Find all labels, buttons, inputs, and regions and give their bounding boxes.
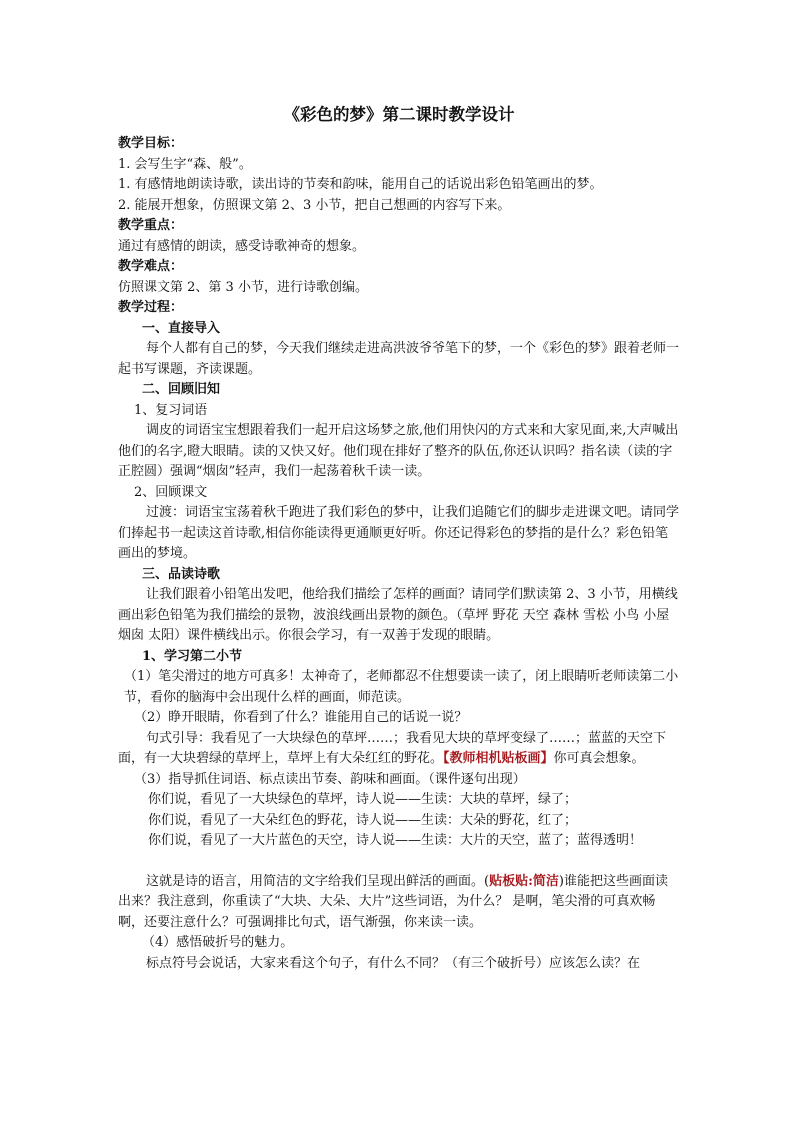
reading-line: 你们说，看见了一大朵红色的野花，诗人说——生读：大朵的野花，红了； [148, 812, 578, 828]
section-paragraph: 让我们跟着小铅笔出发吧，他给我们描绘了怎样的画面？请同学们默读第 2、3 小节，用横线画出彩色铅笔为我们描绘的景物，波浪线画出景物的颜色。（草坪 野花 天空 森林 雪松 小鸟 小屋 烟囱 太阳）课件横线出示。你很会学习，有一双善于发现的眼睛。 [118, 587, 678, 643]
goals-heading: 教学目标： [118, 136, 184, 151]
goal-item: 1. 会写生字“森、般”。 [118, 156, 252, 172]
step-text: 这就是诗的语言，用简洁的文字给我们呈现出鲜活的画面。( [146, 873, 490, 889]
step-paragraph: 标点符号会说话，大家来看这个句子，有什么不同？（有三个破折号）应该怎么读？在 [146, 955, 641, 971]
section-heading: 二、回顾旧知 [142, 382, 221, 397]
step-paragraph [118, 729, 680, 770]
document-page [118, 104, 680, 974]
reading-line: 你们说，看见了一大片蓝色的天空，诗人说——生读：大片的天空，蓝了；蓝得透明！ [148, 833, 643, 848]
step-item: （1）笔尖滑过的地方可真多！太神奇了，老师都忍不住想要读一读了，闭上眼睛听老师读第二小节，看你的脑海中会出现什么样的画面，师范读。 [124, 669, 679, 705]
key-points-text: 通过有感情的朗读，感受诗歌神奇的想象。 [118, 238, 366, 254]
key-points-heading: 教学重点： [118, 218, 184, 233]
subsection-heading: 2、回顾课文 [134, 484, 208, 500]
subsection-paragraph: 过渡：词语宝宝荡着秋千跑进了我们彩色的梦中，让我们追随它们的脚步走进课文吧。请同学们捧起书一起读这首诗歌,相信你能读得更通顺更好听。你还记得彩色的梦指的是什么？彩色铅笔画出的梦境。 [118, 505, 680, 561]
step-item: （2）睁开眼睛，你看到了什么？谁能用自己的话说一说？ [134, 710, 468, 725]
step-paragraph [118, 872, 680, 934]
reading-line: 你们说，看见了一大块绿色的草坪，诗人说——生读：大块的草坪，绿了； [148, 792, 578, 807]
difficulty-text: 仿照课文第 2、第 3 小节，进行诗歌创编。 [118, 279, 368, 295]
process-heading: 教学过程： [118, 300, 184, 315]
section-heading: 三、品读诗歌 [142, 566, 221, 582]
board-note: 贴板贴:简洁 [489, 873, 559, 889]
step-text: )谁能把这些画面读出来？我注意到，你重读了“大块、大朵、大片”这些词语，为什么？ 是啊，笔尖滑的可真欢畅啊，还要注意什么？可强调排比句式，语气渐强，你来读一读。 [118, 873, 668, 930]
goal-item: 2. 能展开想象，仿照课文第 2、3 小节，把自己想画的内容写下来。 [118, 197, 511, 213]
subsection-heading: 1、复习词语 [134, 402, 208, 418]
blank-line [118, 852, 680, 872]
goal-item: 1. 有感情地朗读诗歌，读出诗的节奏和韵味，能用自己的话说出彩色铅笔画出的梦。 [118, 177, 603, 192]
subsection-heading: 1、学习第二小节 [142, 648, 243, 664]
step-item: （4）感悟破折号的魅力。 [142, 935, 294, 950]
step-text: 你可真会想象。 [553, 751, 645, 766]
document-title: 《彩色的梦》第二课时教学设计 [283, 105, 515, 124]
difficulty-heading: 教学难点： [118, 259, 184, 274]
section-paragraph: 每个人都有自己的梦，今天我们继续走进高洪波爷爷笔下的梦，一个《彩色的梦》跟着老师一起书写课题，齐读课题。 [118, 341, 680, 377]
subsection-paragraph: 调皮的词语宝宝想跟着我们一起开启这场梦之旅,他们用快闪的方式来和大家见面,来,大声喊出他们的名字,瞪大眼睛。读的又快又好。他们现在排好了整齐的队伍,你还认识吗？指名读（读的字正腔圆）强调“烟囱”轻声，我们一起荡着秋千读一读。 [118, 423, 679, 479]
board-note: 【教师相机贴板画】 [443, 751, 554, 766]
step-item: （3）指导抓住词语、标点读出节奏、韵味和画面。（课件逐句出现） [134, 771, 526, 787]
step-text: 句式引导：我看见了一大块绿色的草坪……；我看见大块的草坪变绿了……；蓝蓝的天空下面，有一大块碧绿的草坪上，草坪上有大朵红红的野花。 [118, 730, 667, 766]
section-heading: 一、直接导入 [142, 320, 221, 336]
